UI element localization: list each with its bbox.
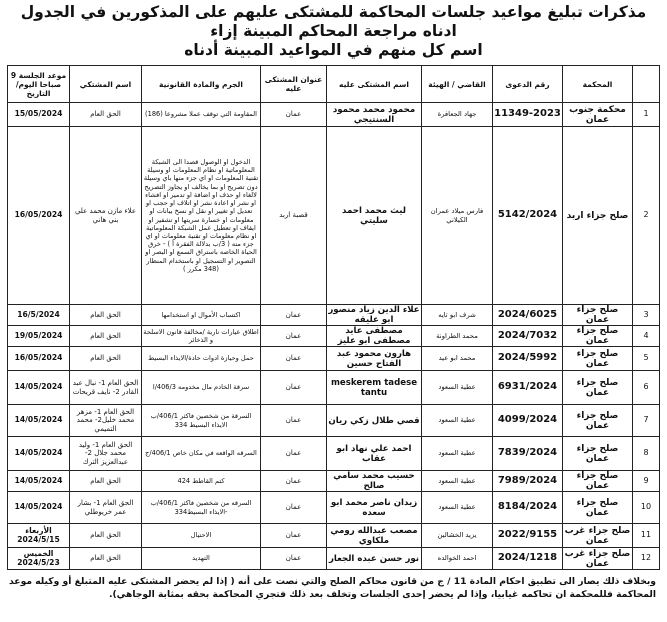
- charge-cell: اطلاق عيارات نارية /مخالفة قانون الاسلحة و الذخائر: [142, 326, 261, 347]
- notice-footer: وبخلاف ذلك يصار الى تطبيق احكام المادة 11 / ج من قانون محاكم الصلح والتي نصت على أنه ( إذا لم يحضر المشتكى عليه المتبلغ أو وكيله موعد المحاكمة فللمحكمة ان تحاكمه غيابيا، وإذا لم يحضر إحدى الجلسات وتخلف بعد ذلك فتجري المحاكمة بحقه بمثابة الوجاهي).: [9, 576, 656, 600]
- accused-address-cell: عمان: [261, 371, 327, 405]
- judge-cell: محمد الطراونة: [422, 326, 493, 347]
- case-number-cell: 2022/9155: [493, 524, 563, 548]
- complainant-cell: الحق العام: [70, 524, 142, 548]
- hearing-date-cell: 14/05/2024: [8, 471, 70, 492]
- charge-cell: المقاومة التي توقف عملا مشروعا (186): [142, 103, 261, 127]
- case-number-cell: 2024/6025: [493, 305, 563, 326]
- row-number: 3: [633, 305, 660, 326]
- accused-address-cell: عمان: [261, 347, 327, 371]
- complainant-cell: الحق العام: [70, 347, 142, 371]
- court-cell: صلح جزاء عمان: [563, 347, 633, 371]
- charge-cell: اكتساب الأموال او استخدامها: [142, 305, 261, 326]
- charge-cell: سرقة الخادم مال مخدومه 406/3/ا: [142, 371, 261, 405]
- hearing-date-cell: 19/05/2024: [8, 326, 70, 347]
- header-case-no: رقم الدعوى: [493, 66, 563, 103]
- table-row: [8, 347, 660, 371]
- judge-cell: عطية السعود: [422, 437, 493, 471]
- table-row: [8, 437, 660, 471]
- accused-name-cell: هارون محمود عبد الفتاح حسين: [327, 347, 422, 371]
- accused-address-cell: عمان: [261, 437, 327, 471]
- accused-address-cell: عمان: [261, 326, 327, 347]
- accused-name-cell: meskerem tadese tantu: [327, 371, 422, 405]
- header-charge: الجرم والمادة القانونية: [142, 66, 261, 103]
- hearings-table: [7, 65, 660, 570]
- row-number: 1: [633, 103, 660, 127]
- accused-address-cell: عمان: [261, 305, 327, 326]
- judge-cell: عطية السعود: [422, 471, 493, 492]
- table-header-row: [8, 66, 660, 103]
- row-number: 7: [633, 405, 660, 437]
- header-address: عنوان المشتكى عليه: [261, 66, 327, 103]
- judge-cell: شرف ابو تايه: [422, 305, 493, 326]
- table-row: [8, 548, 660, 570]
- judge-cell: جهاد الجعافرة: [422, 103, 493, 127]
- accused-name-cell: علاء الدين زياد منصور ابو عليقه: [328, 305, 420, 325]
- header-no: [633, 66, 660, 103]
- notice-page: [3, 3, 664, 616]
- court-cell: صلح جزاء غرب عمان: [563, 524, 633, 548]
- court-cell: صلح جزاء عمان: [563, 471, 633, 492]
- case-number-cell: 6931/2024: [493, 371, 563, 405]
- hearing-date-cell: الخميس 2024/5/23: [8, 548, 70, 570]
- court-cell: صلح جزاء عمان: [563, 326, 633, 347]
- hearing-date-cell: 14/05/2024: [8, 437, 70, 471]
- case-number-cell: 7989/2024: [493, 471, 563, 492]
- accused-name-cell: قصي طلال زكي ريان: [327, 405, 422, 437]
- case-number-cell: 5142/2024: [493, 127, 563, 305]
- complainant-cell: الحق العام: [70, 326, 142, 347]
- court-cell: صلح جزاء عمان: [563, 437, 633, 471]
- court-cell: محكمة جنوب عمان: [563, 103, 633, 127]
- hearing-date-cell: 15/05/2024: [8, 103, 70, 127]
- table-row: [8, 405, 660, 437]
- notice-title: [3, 3, 664, 60]
- table-row: [8, 326, 660, 347]
- court-cell: صلح جزاء عمان: [563, 492, 633, 524]
- case-number-cell: 2024/5992: [493, 347, 563, 371]
- table-row: [8, 492, 660, 524]
- accused-name-cell: مصطفى عايد مصطفى ابو عليز: [327, 326, 422, 347]
- table-row: [8, 524, 660, 548]
- judge-cell: عطية السعود: [422, 405, 493, 437]
- court-cell: صلح جزاء اربد: [563, 127, 633, 305]
- hearing-date-cell: 14/05/2024: [8, 492, 70, 524]
- accused-name-cell: نور حسن عبده الجعار: [327, 548, 422, 570]
- case-number-cell: 7839/2024: [493, 437, 563, 471]
- charge-cell: حمل وحيازة ادوات حادة/الايذاء البسيط: [142, 347, 261, 371]
- header-court: المحكمة: [563, 66, 633, 103]
- complainant-cell: الحق العام: [70, 103, 142, 127]
- row-number: 2: [633, 127, 660, 305]
- charge-cell: الاحتيال: [142, 524, 261, 548]
- accused-name-cell: احمد علي نهاد ابو عقاب: [327, 437, 422, 471]
- accused-name-cell: ليث محمد احمد سليتي: [327, 127, 422, 305]
- case-number-cell: 2024/1218: [493, 548, 563, 570]
- complainant-cell: الحق العام: [70, 548, 142, 570]
- court-cell: صلح جزاء عمان: [563, 305, 633, 326]
- complainant-cell: الحق العام: [70, 471, 142, 492]
- charge-cell: السرقه من شخصين فاكثر 406/1/ب -الايذاء البسيط334: [142, 492, 261, 524]
- row-number: 6: [633, 371, 660, 405]
- charge-cell: السرقه الواقعه في مكان خاص 406/1/ج: [142, 437, 261, 471]
- row-number: 4: [633, 326, 660, 347]
- row-number: 12: [633, 548, 660, 570]
- case-number-cell: 4099/2024: [493, 405, 563, 437]
- hearing-date-cell: 16/05/2024: [8, 127, 70, 305]
- accused-name-cell: حسيب محمد سامي صالح: [327, 471, 422, 492]
- case-number-cell: 11349-2023: [493, 103, 563, 127]
- accused-address-cell: عمان: [261, 492, 327, 524]
- court-cell: صلح جزاء عمان: [563, 371, 633, 405]
- charge-cell: كتم القاطط 424: [142, 471, 261, 492]
- title-line-1: مذكرات تبليغ مواعيد جلسات المحاكمة للمشتكى عليهم على المذكورين في الجدول ادناه مراجعة المحاكم المبينة إزاء: [20, 3, 647, 40]
- judge-cell: احمد الخوالده: [422, 548, 493, 570]
- charge-cell: السرقة من شخصين فاكثر 406/1/ب الايذاء البسيط 334: [142, 405, 261, 437]
- table-body: [8, 103, 660, 570]
- accused-name-cell: زيدان ناصر محمد ابو سعده: [327, 492, 422, 524]
- accused-name-cell: محمود محمد محمود السنتيجي: [327, 103, 422, 127]
- court-cell: صلح جزاء غرب عمان: [563, 548, 633, 570]
- accused-address-cell: عمان: [261, 471, 327, 492]
- accused-address-cell: عمان: [261, 103, 327, 127]
- judge-cell: يزيد الخشالين: [422, 524, 493, 548]
- judge-cell: محمد ابو عيد: [422, 347, 493, 371]
- complainant-cell: علاء مازن محمد علي بني هاني: [70, 127, 142, 305]
- header-date: موعد الجلسة 9 صباحا اليوم/التاريخ: [8, 66, 70, 103]
- row-number: 10: [633, 492, 660, 524]
- complainant-cell: الحق العام: [70, 305, 142, 326]
- charge-cell: الدخول او الوصول قصدا الى الشبكة المعلوماتية او نظام المعلومات او وسيلة تقنية المعلومات او اي جزء منها باي وسيلة دون تصريح او بما يخالف او يجاوز التصريح لالغاء او حذف او اضافة او تدمير او افشاء او نشر او اعادة نشر او اتلاف او حجب او تعديل او تغيير او نقل او نسخ بيانات او معلومات او خسارة سريتها او تشفير او ايقاف او تعطيل عمل الشبكة المعلوماتية او نظام معلومات او تقنية معلومات او اي جزء منه ( 3/ب بدلالة الفقرة أ ) - خرق الحياة الخاصه باستراق السمع او البصر او التصوير او التسجيل او باستخدام المنظار (348 مكرر ): [142, 127, 261, 305]
- hearing-date-cell: 14/05/2024: [8, 371, 70, 405]
- judge-cell: عطية السعود: [422, 371, 493, 405]
- charge-cell: التهديد: [142, 548, 261, 570]
- table-row: [8, 305, 660, 326]
- complainant-cell: الحق العام 1- بشار عمر خريوطلي: [70, 492, 142, 524]
- accused-address-cell: عمان: [261, 524, 327, 548]
- judge-cell: فارس ميلاد عمران الكيلاني: [422, 127, 493, 305]
- table-row: [8, 471, 660, 492]
- header-judge: القاضي / الهيئة: [422, 66, 493, 103]
- table-row: [8, 371, 660, 405]
- hearing-date-cell: 14/05/2024: [8, 405, 70, 437]
- complainant-cell: الحق العام 1- وليد محمد جلال 2- عبدالعزيز الترك: [70, 437, 142, 471]
- accused-address-cell: قصبة اربد: [261, 127, 327, 305]
- case-number-cell: 2024/7032: [493, 326, 563, 347]
- row-number: 8: [633, 437, 660, 471]
- row-number: 9: [633, 471, 660, 492]
- accused-name-cell: مصعب عبدالله رومي ملكاوي: [327, 524, 422, 548]
- header-accused: اسم المشتكى عليه: [327, 66, 422, 103]
- judge-cell: عطية السعود: [422, 492, 493, 524]
- hearing-date-cell: الأربعاء 2024/5/15: [8, 524, 70, 548]
- row-number: 11: [633, 524, 660, 548]
- court-cell: صلح جزاء عمان: [563, 405, 633, 437]
- complainant-cell: الحق العام 1- مزهر محمد خليل2- محمد التميمي: [70, 405, 142, 437]
- accused-address-cell: عمان: [261, 548, 327, 570]
- accused-address-cell: عمان: [261, 405, 327, 437]
- complainant-cell: الحق العام 1- نبال عبد القادر 2- نايف قريحات: [70, 371, 142, 405]
- hearing-date-cell: 16/05/2024: [8, 347, 70, 371]
- table-row: [8, 103, 660, 127]
- hearing-date-cell: 16/5/2024: [8, 305, 70, 326]
- title-line-2: اسم كل منهم في المواعيد المبينة أدناه: [184, 41, 483, 59]
- header-complainant: اسم المشتكي: [70, 66, 142, 103]
- table-row: [8, 127, 660, 305]
- row-number: 5: [633, 347, 660, 371]
- case-number-cell: 8184/2024: [493, 492, 563, 524]
